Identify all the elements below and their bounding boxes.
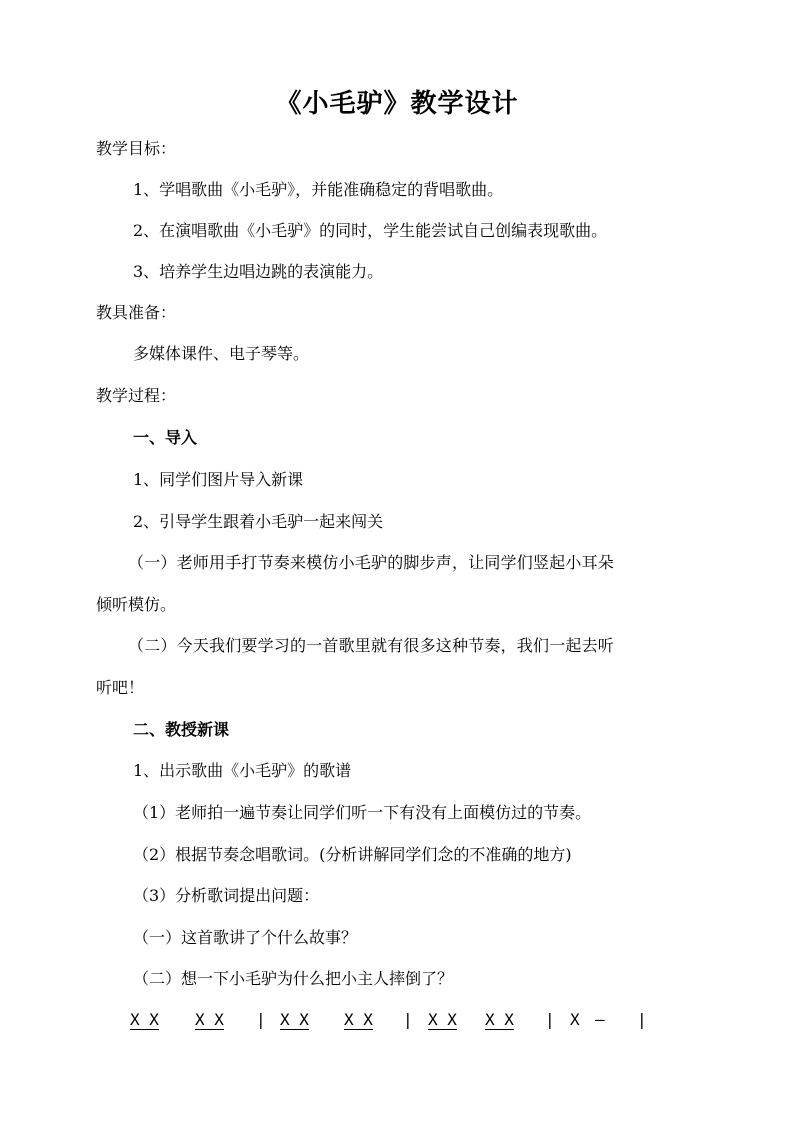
- rhythm-dash: —: [595, 1010, 605, 1029]
- rhythm-barline: |: [637, 1010, 647, 1029]
- question-item: （一）这首歌讲了个什么故事？: [133, 928, 358, 947]
- tools-text: 多媒体课件、电子琴等。: [133, 344, 310, 363]
- rhythm-barline: |: [403, 1010, 413, 1029]
- document-title: 《小毛驴》教学设计: [275, 89, 519, 119]
- rhythm-note: X X: [195, 1010, 224, 1029]
- section-item: 1、出示歌曲《小毛驴》的歌谱: [133, 761, 352, 780]
- goal-item: 1、学唱歌曲《小毛驴》，并能准确稳定的背唱歌曲。: [133, 180, 504, 199]
- rhythm-note: X X: [344, 1010, 373, 1029]
- section-heading: 二、教授新课: [133, 720, 230, 739]
- goals-heading: 教学目标：: [96, 139, 177, 158]
- paragraph-line: （一）老师用手打节奏来模仿小毛驴的脚步声，让同学们竖起小耳朵: [128, 553, 615, 572]
- paragraph-line: （二）今天我们要学习的一首歌里就有很多这种节奏，我们一起去听: [128, 636, 615, 655]
- section-heading: 一、导入: [133, 428, 198, 447]
- paragraph-line: 听吧！: [96, 678, 145, 697]
- rhythm-note: X: [570, 1010, 580, 1029]
- step-item: （1）老师拍一遍节奏让同学们听一下有没有上面模仿过的节奏。: [133, 803, 592, 822]
- rhythm-note: X X: [130, 1010, 159, 1029]
- goal-item: 2、在演唱歌曲《小毛驴》的同时，学生能尝试自己创编表现歌曲。: [133, 221, 608, 240]
- tools-heading: 教具准备：: [96, 303, 177, 322]
- process-heading: 教学过程：: [96, 386, 177, 405]
- question-item: （二）想一下小毛驴为什么把小主人摔倒了？: [133, 969, 454, 988]
- paragraph-line: 倾听模仿。: [96, 595, 177, 614]
- step-item: （2）根据节奏念唱歌词。(分析讲解同学们念的不准确的地方): [133, 845, 572, 864]
- rhythm-note: X X: [428, 1010, 457, 1029]
- section-item: 2、引导学生跟着小毛驴一起来闯关: [133, 512, 384, 531]
- rhythm-barline: |: [545, 1010, 555, 1029]
- rhythm-note: X X: [485, 1010, 514, 1029]
- goal-item: 3、培养学生边唱边跳的表演能力。: [133, 262, 384, 281]
- step-item: （3）分析歌词提出问题：: [133, 886, 320, 905]
- rhythm-notation: [0, 1008, 794, 1038]
- rhythm-barline: |: [256, 1010, 266, 1029]
- section-item: 1、同学们图片导入新课: [133, 470, 304, 489]
- rhythm-note: X X: [280, 1010, 309, 1029]
